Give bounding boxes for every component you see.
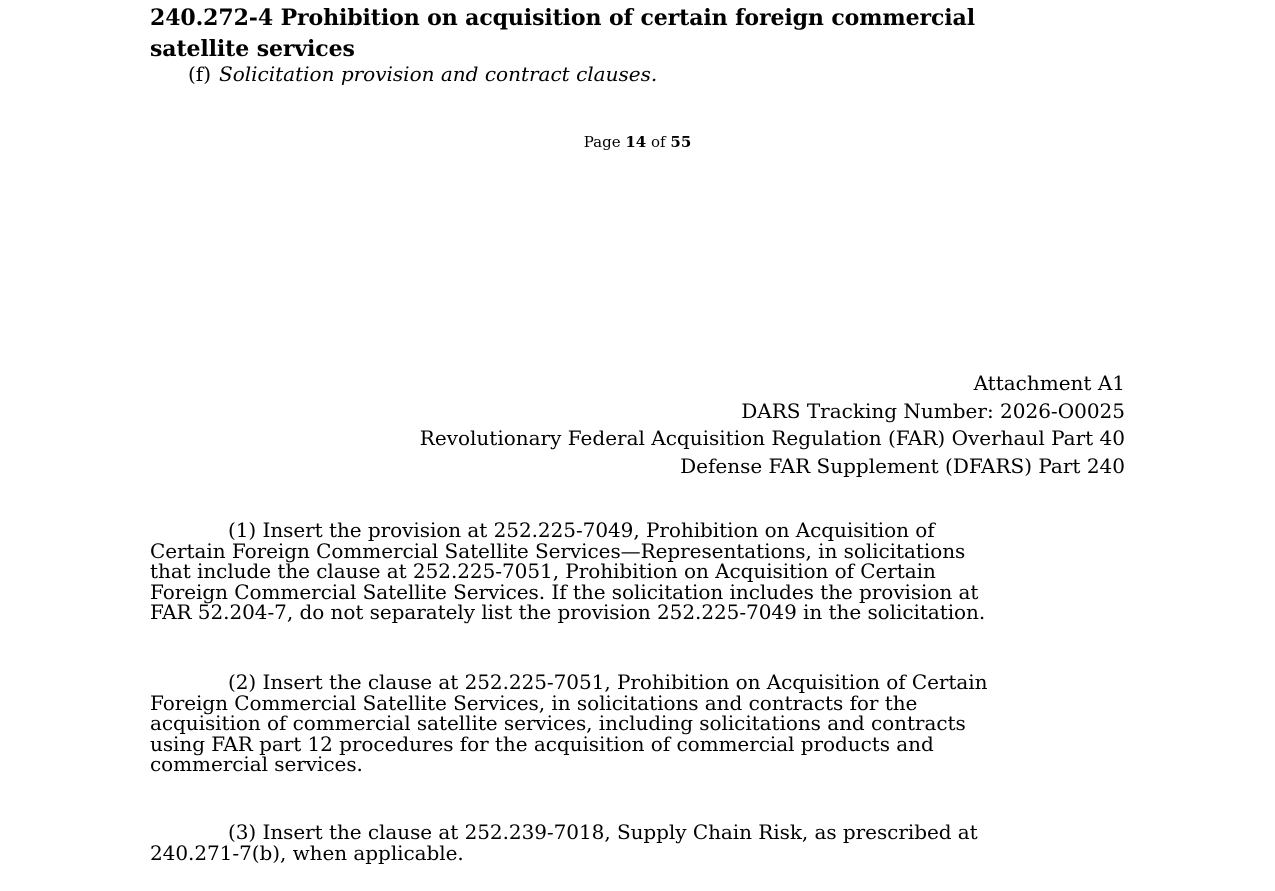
paragraph-line: Certain Foreign Commercial Satellite Services—Representations, in solicitations xyxy=(150,538,966,563)
far-part-title: Revolutionary Federal Acquisition Regulation (FAR) Overhaul Part 40 xyxy=(419,426,1125,450)
paragraph-line: Foreign Commercial Satellite Services. If the solicitation includes the provision at xyxy=(150,579,979,604)
paragraph-line: acquisition of commercial satellite services, including solicitations and contracts xyxy=(150,711,966,735)
paragraph-1 xyxy=(150,520,1140,623)
section-heading-line-2: satellite services xyxy=(150,36,355,62)
document-header xyxy=(420,370,1125,480)
subheading xyxy=(188,60,657,88)
subheading-text: Solicitation provision and contract clauses. xyxy=(219,62,658,86)
page-current: 14 xyxy=(625,133,647,151)
paragraph-line: (2) Insert the clause at 252.225-7051, Prohibition on Acquisition of Certain xyxy=(228,670,988,694)
tracking-number: DARS Tracking Number: 2026-O0025 xyxy=(741,398,1125,423)
paragraph-3 xyxy=(150,822,1140,863)
paragraph-2 xyxy=(150,672,1140,775)
page-of: of xyxy=(651,133,666,151)
page-prefix: Page xyxy=(583,133,621,151)
paragraph-line: (3) Insert the clause at 252.239-7018, Supply Chain Risk, as prescribed at xyxy=(228,820,978,844)
subheading-label: (f) xyxy=(188,62,212,86)
section-heading-line-1: 240.272-4 Prohibition on acquisition of certain foreign commercial xyxy=(150,5,975,31)
section-heading xyxy=(150,3,1150,62)
page-total: 55 xyxy=(670,133,692,151)
paragraph-line: that include the clause at 252.225-7051, Prohibition on Acquisition of Certain xyxy=(150,559,936,583)
paragraph-line: using FAR part 12 procedures for the acquisition of commercial products and xyxy=(150,731,934,756)
paragraph-line: 240.271-7(b), when applicable. xyxy=(150,840,464,865)
dfars-part-title: Defense FAR Supplement (DFARS) Part 240 xyxy=(680,453,1125,478)
paragraph-line: commercial services. xyxy=(150,752,363,776)
attachment-label: Attachment A1 xyxy=(973,371,1125,395)
page-number xyxy=(0,130,1275,154)
paragraph-line: (1) Insert the provision at 252.225-7049, Prohibition on Acquisition of xyxy=(228,518,935,542)
paragraph-line: Foreign Commercial Satellite Services, in solicitations and contracts for the xyxy=(150,690,918,715)
paragraph-line: FAR 52.204-7, do not separately list the provision 252.225-7049 in the solicitation. xyxy=(150,600,986,624)
